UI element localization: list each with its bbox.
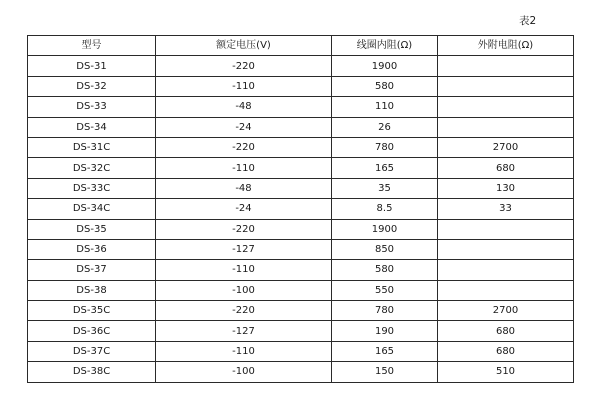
cell-external-resistance (438, 260, 574, 280)
cell-external-resistance: 33 (438, 199, 574, 219)
table-row (28, 97, 574, 117)
cell-external-resistance (438, 117, 574, 137)
cell-rated-voltage: -110 (156, 341, 332, 361)
cell-rated-voltage: -220 (156, 219, 332, 239)
cell-rated-voltage: -100 (156, 280, 332, 300)
cell-external-resistance: 2700 (438, 137, 574, 157)
table-row (28, 260, 574, 280)
cell-rated-voltage: -100 (156, 362, 332, 382)
cell-external-resistance (438, 219, 574, 239)
cell-external-resistance (438, 56, 574, 76)
cell-model: DS-32C (28, 158, 156, 178)
cell-model: DS-33C (28, 178, 156, 198)
cell-coil-resistance: 8.5 (332, 199, 438, 219)
cell-rated-voltage: -110 (156, 76, 332, 96)
table-header-row (28, 36, 574, 56)
cell-external-resistance: 680 (438, 158, 574, 178)
cell-model: DS-31 (28, 56, 156, 76)
cell-rated-voltage: -110 (156, 158, 332, 178)
cell-rated-voltage: -24 (156, 117, 332, 137)
cell-coil-resistance: 165 (332, 341, 438, 361)
table-row (28, 56, 574, 76)
cell-coil-resistance: 110 (332, 97, 438, 117)
cell-model: DS-33 (28, 97, 156, 117)
table-row (28, 301, 574, 321)
cell-coil-resistance: 550 (332, 280, 438, 300)
header-rated-voltage: 额定电压(V) (156, 36, 332, 56)
cell-rated-voltage: -110 (156, 260, 332, 280)
cell-external-resistance (438, 76, 574, 96)
cell-model: DS-32 (28, 76, 156, 96)
cell-coil-resistance: 150 (332, 362, 438, 382)
cell-model: DS-34 (28, 117, 156, 137)
cell-model: DS-38C (28, 362, 156, 382)
cell-coil-resistance: 780 (332, 137, 438, 157)
cell-model: DS-37C (28, 341, 156, 361)
cell-model: DS-36 (28, 239, 156, 259)
cell-rated-voltage: -24 (156, 199, 332, 219)
cell-external-resistance (438, 97, 574, 117)
header-model: 型号 (28, 36, 156, 56)
table-row (28, 341, 574, 361)
cell-model: DS-34C (28, 199, 156, 219)
spec-table (27, 35, 574, 383)
cell-model: DS-36C (28, 321, 156, 341)
table-caption: 表2 (519, 15, 537, 27)
cell-coil-resistance: 850 (332, 239, 438, 259)
table-row (28, 178, 574, 198)
cell-external-resistance: 2700 (438, 301, 574, 321)
table-row (28, 199, 574, 219)
table-row (28, 321, 574, 341)
cell-rated-voltage: -48 (156, 178, 332, 198)
header-external-resistance: 外附电阻(Ω) (438, 36, 574, 56)
cell-external-resistance (438, 239, 574, 259)
cell-coil-resistance: 190 (332, 321, 438, 341)
table-row (28, 158, 574, 178)
cell-rated-voltage: -220 (156, 56, 332, 76)
cell-coil-resistance: 165 (332, 158, 438, 178)
table-row (28, 137, 574, 157)
table-row (28, 117, 574, 137)
cell-model: DS-31C (28, 137, 156, 157)
cell-rated-voltage: -220 (156, 301, 332, 321)
table-row (28, 280, 574, 300)
cell-rated-voltage: -220 (156, 137, 332, 157)
cell-model: DS-37 (28, 260, 156, 280)
cell-external-resistance: 130 (438, 178, 574, 198)
cell-rated-voltage: -127 (156, 321, 332, 341)
cell-external-resistance (438, 280, 574, 300)
table-row (28, 239, 574, 259)
cell-external-resistance: 680 (438, 321, 574, 341)
cell-rated-voltage: -127 (156, 239, 332, 259)
cell-coil-resistance: 1900 (332, 56, 438, 76)
cell-coil-resistance: 26 (332, 117, 438, 137)
cell-model: DS-35C (28, 301, 156, 321)
table-row (28, 219, 574, 239)
cell-model: DS-38 (28, 280, 156, 300)
cell-coil-resistance: 580 (332, 260, 438, 280)
cell-model: DS-35 (28, 219, 156, 239)
cell-coil-resistance: 1900 (332, 219, 438, 239)
header-coil-resistance: 线圈内阻(Ω) (332, 36, 438, 56)
cell-external-resistance: 680 (438, 341, 574, 361)
cell-coil-resistance: 780 (332, 301, 438, 321)
cell-external-resistance: 510 (438, 362, 574, 382)
cell-coil-resistance: 580 (332, 76, 438, 96)
cell-coil-resistance: 35 (332, 178, 438, 198)
table-row (28, 362, 574, 382)
table-row (28, 76, 574, 96)
cell-rated-voltage: -48 (156, 97, 332, 117)
